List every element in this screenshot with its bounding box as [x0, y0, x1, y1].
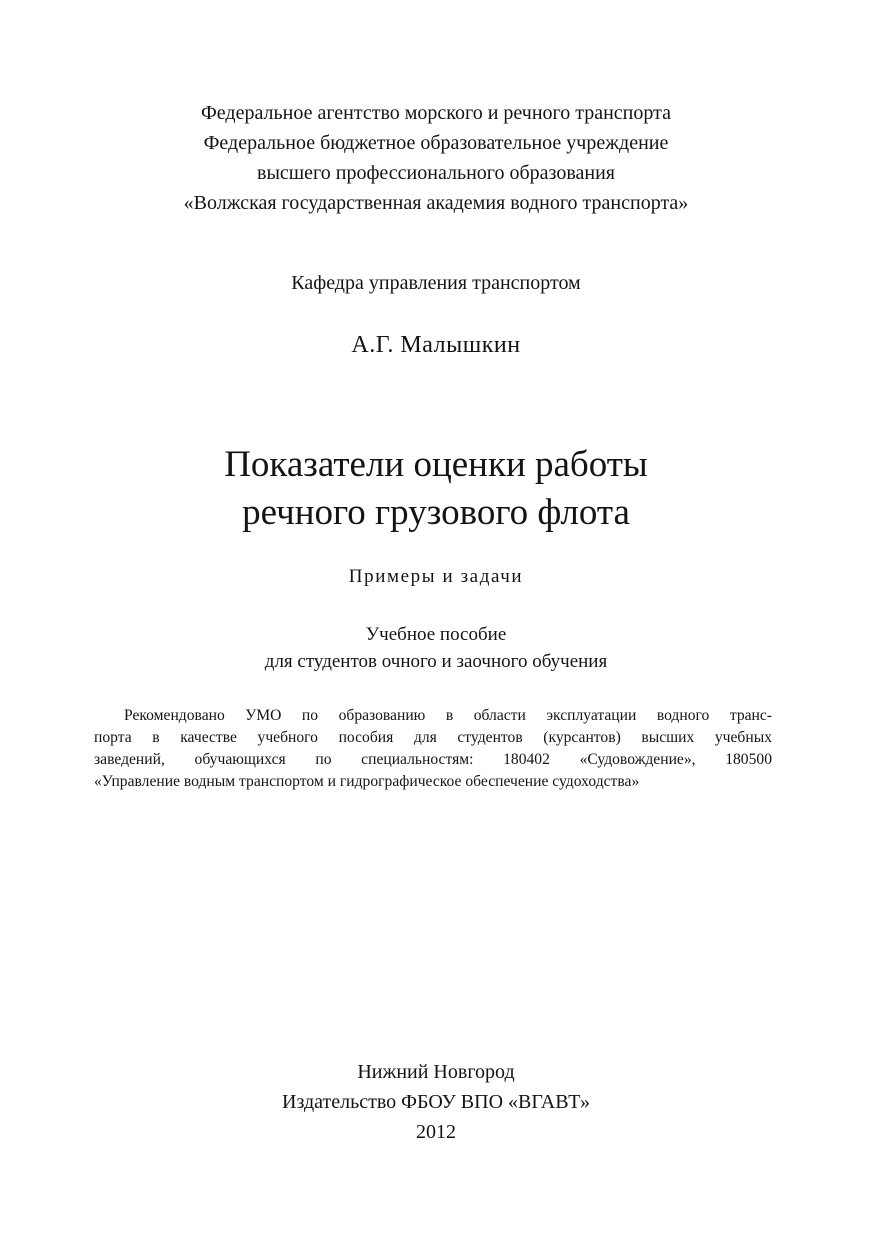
book-purpose-line-2: для студентов очного и заочного обучения: [264, 651, 608, 672]
imprint-publisher: Издательство ФБОУ ВПО «ВГАВТ»: [282, 1091, 590, 1113]
book-purpose-line-1: Учебное пособие: [365, 624, 507, 645]
header-line-agency: Федеральное агентство морского и речного транспорта: [201, 102, 671, 124]
recommendation-line-1: Рекомендовано УМО по образованию в области эксплуатации водного транс-: [124, 707, 772, 724]
recommendation-line-3: заведений, обучающихся по специальностям: 180402 «Судовождение», 180500: [94, 751, 772, 768]
imprint-city: Нижний Новгород: [357, 1061, 515, 1083]
recommendation-paragraph: [94, 705, 772, 793]
author-name: А.Г. Малышкин: [351, 332, 521, 358]
header-line-education-level: высшего профессионального образования: [257, 162, 615, 184]
recommendation-line-2: порта в качестве учебного пособия для студентов (курсантов) высших учебных: [94, 729, 772, 746]
recommendation-line-4: «Управление водным транспортом и гидрографическое обеспечение судоходства»: [94, 773, 640, 790]
header-line-academy-name: «Волжская государственная академия водного транспорта»: [183, 192, 689, 214]
book-subtitle: Примеры и задачи: [348, 566, 524, 587]
book-title-line-1: Показатели оценки работы: [224, 444, 648, 485]
imprint: [0, 1057, 872, 1147]
department-name: Кафедра управления транспортом: [291, 272, 581, 294]
book-title-line-2: речного грузового флота: [242, 492, 630, 533]
imprint-year: 2012: [416, 1121, 456, 1143]
book-purpose: [0, 621, 872, 675]
institution-header: [0, 98, 872, 218]
header-line-institution-type: Федеральное бюджетное образовательное учреждение: [203, 132, 669, 154]
book-title: [0, 441, 872, 537]
